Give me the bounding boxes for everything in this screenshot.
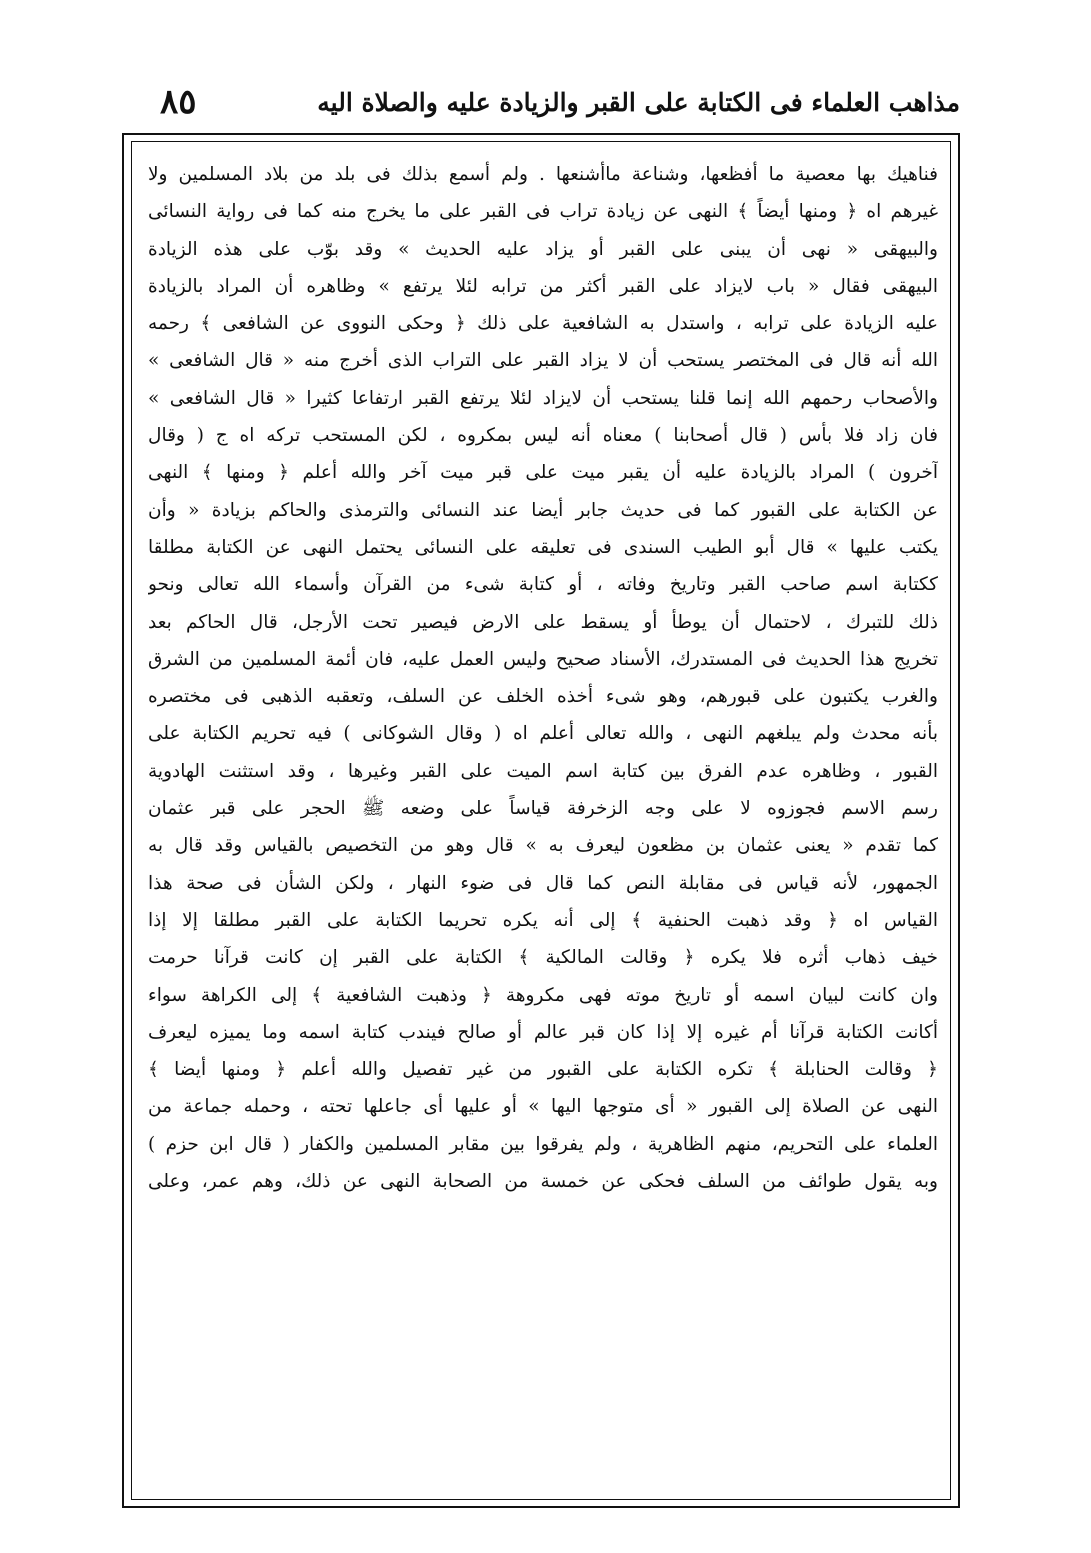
text-line: أكانت الكتابة قرآنا أم غيره إلا إذا كان قبر عالم أو صالح فيندب كتابة اسمه وما يميزه ليعرف (148, 1021, 938, 1043)
text-line: عليه الزيادة على ترابه ، واستدل به الشافعية على ذلك ﴿ وحكى النووى عن الشافعى ﴾ رحمه (148, 313, 938, 335)
text-line: فان زاد فلا بأس ( قال أصحابنا ) معناه أنه ليس بمكروه ، لكن المستحب تركه اه ج ( وقال (148, 425, 938, 447)
text-line: رسم الاسم فجوزوه لا على وجه الزخرفة قياساً على وضعه ﷺ الحجر على قبر عثمان (148, 798, 938, 820)
running-title: مذاهب العلماء فى الكتابة على القبر والزيادة عليه والصلاة اليه (317, 88, 960, 117)
text-line: خيف ذهاب أثره فلا يكره ﴿ وقالت المالكية ﴾ الكتابة على القبر إن كانت قرآنا حرمت (148, 947, 938, 969)
text-line: والأصحاب رحمهم الله إنما قلنا يستحب أن لايزاد لئلا يرتفع القبر ارتفاعا كثيرا « قال الشافعى » (148, 387, 938, 409)
text-line: ذلك للتبرك ، لاحتمال أن يوطأ أو يسقط على الارض فيصير تحت الأرجل، قال الحاكم بعد (148, 611, 938, 633)
text-line: القياس اه ﴿ وقد ذهبت الحنفية ﴾ إلى أنه يكره تحريما الكتابة على القبر مطلقا إلا إذا (148, 909, 938, 931)
text-line: فناهيك بها معصية ما أفظعها، وشناعة ماأشنعها . ولم أسمع بذلك فى بلد من بلاد المسلمين ولا (148, 164, 938, 185)
text-line: وان كانت لبيان اسمه أو تاريخ موته فهى مكروهة ﴿ وذهبت الشافعية ﴾ إلى الكراهة سواء (148, 984, 938, 1006)
body-text (148, 156, 938, 1238)
text-line: الجمهور، لأنه قياس فى مقابلة النص كما قال فى ضوء النهار ، ولكن الشأن فى صحة هذا (148, 872, 938, 894)
text-line: عن الكتابة على القبور كما فى حديث جابر أيضا عند النسائى والترمذى والحاكم بزيادة « وأن (148, 499, 938, 521)
text-line: تخريج هذا الحديث فى المستدرك، الأسناد صحيح وليس العمل عليه، فان أئمة المسلمين من الشرق (148, 648, 938, 670)
text-line: آخرون ) المراد بالزيادة عليه أن يقبر ميت على قبر ميت آخر والله أعلم ﴿ ومنها ﴾ النهى (148, 462, 938, 484)
text-line: الله أنه قال فى المختصر يستحب أن لا يزاد القبر على التراب الذى أخرج منه « قال الشافعى » (148, 350, 938, 372)
text-line: والبيهقى « نهى أن يبنى على القبر أو يزاد عليه الحديث » وقد بوّب على هذه الزيادة (148, 238, 938, 260)
text-line: غيرهم اه ﴿ ومنها أيضاً ﴾ النهى عن زيادة تراب فى القبر على ما يخرج منه كما فى رواية النسائى (148, 201, 938, 223)
text-line: ككتابة اسم صاحب القبر وتاريخ وفاته ، أو كتابة شىء من القرآن وأسماء الله تعالى ونحو (148, 574, 938, 596)
text-line: البيهقى فقال « باب لايزاد على القبر أكثر من ترابه لئلا يرتفع » وظاهره أن المراد بالزيادة (148, 275, 938, 297)
text-line: النهى عن الصلاة إلى القبور « أى متوجها اليها » أو عليها أى جاعلها تحته ، وحمله جماعة من (148, 1096, 938, 1118)
text-line: والغرب يكتبون على قبورهم، وهو شىء أخذه الخلف عن السلف، وتعقبه الذهبى فى مختصره (148, 686, 938, 708)
text-line: يكتب عليها » قال أبو الطيب السندى فى تعليقه على النسائى يحتمل النهى عن الكتابة مطلقا (148, 536, 938, 558)
page-header (150, 78, 960, 128)
text-line: كما تقدم « يعنى عثمان بن مظعون ليعرف به » قال وهو من التخصيص بالقياس وقد قال به (148, 835, 938, 857)
text-line (148, 1200, 938, 1237)
text-line: وبه يقول طوائف من السلف فحكى عن خمسة من الصحابة النهى عن ذلك، وهم عمر، وعلى (148, 1171, 938, 1193)
page-number: ٨٥ (160, 82, 197, 122)
text-line: القبور ، وظاهره عدم الفرق بين كتابة اسم الميت على القبر وغيرها ، وقد استثنت الهادوية (148, 760, 938, 782)
text-line: بأنه محدث ولم يبلغهم النهى ، والله تعالى أعلم اه ( وقال الشوكانى ) فيه تحريم الكتابة على (148, 723, 938, 745)
text-line: العلماء على التحريم، منهم الظاهرية ، ولم يفرقوا بين مقابر المسلمين والكفار ( قال ابن حزم ) (148, 1133, 938, 1155)
text-line: ﴿ وقالت الحنابلة ﴾ تكره الكتابة على القبور من غير تفصيل والله أعلم ﴿ ومنها أيضا ﴾ (148, 1059, 938, 1081)
